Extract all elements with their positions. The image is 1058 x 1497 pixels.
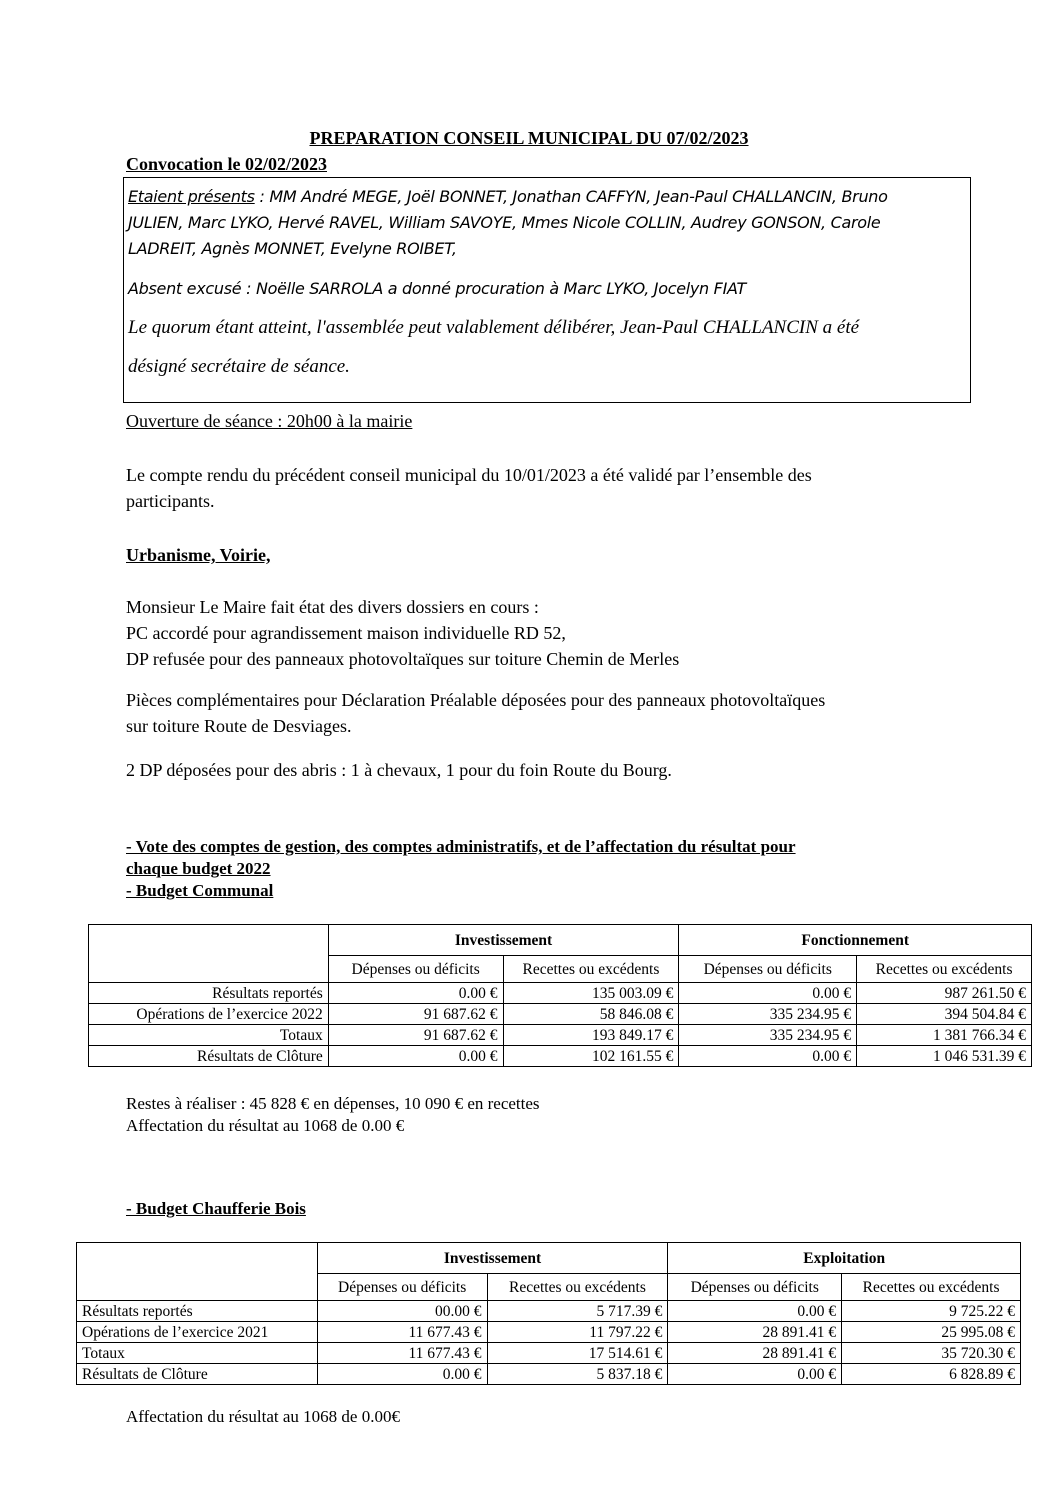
table-cell: 1 381 766.34 € bbox=[857, 1025, 1032, 1046]
table-cell: 28 891.41 € bbox=[668, 1322, 842, 1343]
table-cell: 1 046 531.39 € bbox=[857, 1046, 1032, 1067]
minutes-approval: Le compte rendu du précédent conseil municipal du 10/01/2023 a été validé par l’ensemble des participants. bbox=[126, 465, 812, 511]
table-corner bbox=[77, 1243, 318, 1301]
absent-line: Absent excusé : Noëlle SARROLA a donné procuration à Marc LYKO, Jocelyn FIAT bbox=[128, 279, 746, 298]
row-label: Résultats de Clôture bbox=[77, 1364, 318, 1385]
row-label: Totaux bbox=[77, 1343, 318, 1364]
table-cell: 0.00 € bbox=[668, 1301, 842, 1322]
row-label: Opérations de l’exercice 2022 bbox=[89, 1004, 329, 1025]
row-label: Opérations de l’exercice 2021 bbox=[77, 1322, 318, 1343]
present-line-3: LADREIT, Agnès MONNET, Evelyne ROIBET, bbox=[128, 239, 457, 258]
table-cell: 91 687.62 € bbox=[328, 1025, 503, 1046]
table-row bbox=[89, 1025, 1032, 1046]
urbanism-items-3: 2 DP déposées pour des abris : 1 à chevaux, 1 pour du foin Route du Bourg. bbox=[126, 760, 672, 780]
session-opening: Ouverture de séance : 20h00 à la mairie bbox=[126, 411, 413, 431]
column-header: Recettes ou excédents bbox=[503, 956, 679, 983]
group-header-investissement: Investissement bbox=[328, 925, 679, 956]
budget-chaufferie-note: Affectation du résultat au 1068 de 0.00€ bbox=[126, 1407, 400, 1426]
urbanism-heading: Urbanisme, Voirie, bbox=[126, 545, 271, 565]
table-row bbox=[77, 1301, 1021, 1322]
present-label: Etaient présents bbox=[128, 187, 255, 206]
present-line-1: Etaient présents : MM André MEGE, Joël BONNET, Jonathan CAFFYN, Jean-Paul CHALLANCIN, Bruno bbox=[128, 187, 888, 206]
table-row bbox=[77, 1322, 1021, 1343]
table-cell: 0.00 € bbox=[317, 1364, 487, 1385]
column-header: Recettes ou excédents bbox=[487, 1274, 668, 1301]
group-header-investissement: Investissement bbox=[317, 1243, 668, 1274]
quorum-line-1: Le quorum étant atteint, l'assemblée peut valablement délibérer, Jean-Paul CHALLANCIN a été bbox=[128, 317, 860, 338]
table-cell: 0.00 € bbox=[668, 1364, 842, 1385]
table-cell: 5 837.18 € bbox=[487, 1364, 668, 1385]
table-cell: 91 687.62 € bbox=[328, 1004, 503, 1025]
group-header-fonctionnement: Fonctionnement bbox=[679, 925, 1032, 956]
row-label: Résultats de Clôture bbox=[89, 1046, 329, 1067]
group-header-exploitation: Exploitation bbox=[668, 1243, 1021, 1274]
attendance-box bbox=[123, 177, 971, 403]
budget-chaufferie-heading: - Budget Chaufferie Bois bbox=[126, 1199, 306, 1218]
table-cell: 6 828.89 € bbox=[842, 1364, 1021, 1385]
table-cell: 11 797.22 € bbox=[487, 1322, 668, 1343]
table-cell: 0.00 € bbox=[679, 983, 857, 1004]
table-cell: 0.00 € bbox=[679, 1046, 857, 1067]
quorum-line-2: désigné secrétaire de séance. bbox=[128, 356, 350, 377]
table-row bbox=[77, 1364, 1021, 1385]
table-cell: 25 995.08 € bbox=[842, 1322, 1021, 1343]
table-cell: 11 677.43 € bbox=[317, 1322, 487, 1343]
page-title: PREPARATION CONSEIL MUNICIPAL DU 07/02/2023 bbox=[309, 128, 749, 148]
column-header: Recettes ou excédents bbox=[857, 956, 1032, 983]
row-label: Totaux bbox=[89, 1025, 329, 1046]
vote-heading: - Vote des comptes de gestion, des comptes administratifs, et de l’affectation du résultat pour chaque budget 2022 - Budget Communal bbox=[126, 837, 796, 900]
urbanism-items-2: Pièces complémentaires pour Déclaration Préalable déposées pour des panneaux photovoltaïques sur toiture Route de Desviages. bbox=[126, 690, 826, 736]
table-corner bbox=[89, 925, 329, 983]
table-cell: 335 234.95 € bbox=[679, 1004, 857, 1025]
table-cell: 58 846.08 € bbox=[503, 1004, 679, 1025]
table-row bbox=[89, 1004, 1032, 1025]
table-cell: 987 261.50 € bbox=[857, 983, 1032, 1004]
table-cell: 102 161.55 € bbox=[503, 1046, 679, 1067]
budget-communal-table bbox=[88, 924, 1032, 1067]
table-cell: 0.00 € bbox=[328, 983, 503, 1004]
table-cell: 394 504.84 € bbox=[857, 1004, 1032, 1025]
table-row bbox=[89, 983, 1032, 1004]
table-cell: 135 003.09 € bbox=[503, 983, 679, 1004]
table-cell: 35 720.30 € bbox=[842, 1343, 1021, 1364]
present-line-2: JULIEN, Marc LYKO, Hervé RAVEL, William SAVOYE, Mmes Nicole COLLIN, Audrey GONSON, Carole bbox=[128, 213, 881, 232]
table-cell: 5 717.39 € bbox=[487, 1301, 668, 1322]
table-row bbox=[77, 1343, 1021, 1364]
table-cell: 11 677.43 € bbox=[317, 1343, 487, 1364]
column-header: Dépenses ou déficits bbox=[679, 956, 857, 983]
column-header: Dépenses ou déficits bbox=[668, 1274, 842, 1301]
table-cell: 9 725.22 € bbox=[842, 1301, 1021, 1322]
table-row bbox=[89, 1046, 1032, 1067]
table-cell: 193 849.17 € bbox=[503, 1025, 679, 1046]
table-cell: 17 514.61 € bbox=[487, 1343, 668, 1364]
table-cell: 0.00 € bbox=[328, 1046, 503, 1067]
row-label: Résultats reportés bbox=[77, 1301, 318, 1322]
budget-chaufferie-table bbox=[76, 1242, 1021, 1385]
convocation-date: Convocation le 02/02/2023 bbox=[126, 154, 327, 174]
urbanism-items: Monsieur Le Maire fait état des divers dossiers en cours : PC accordé pour agrandissement maison individuelle RD 52, DP refusée pour des panneaux photovoltaïques sur toiture Chemin de Merles bbox=[126, 597, 680, 669]
row-label: Résultats reportés bbox=[89, 983, 329, 1004]
table-cell: 00.00 € bbox=[317, 1301, 487, 1322]
column-header: Recettes ou excédents bbox=[842, 1274, 1021, 1301]
budget-communal-notes: Restes à réaliser : 45 828 € en dépenses, 10 090 € en recettes Affectation du résultat au 1068 de 0.00 € bbox=[126, 1094, 540, 1135]
column-header: Dépenses ou déficits bbox=[317, 1274, 487, 1301]
column-header: Dépenses ou déficits bbox=[328, 956, 503, 983]
table-cell: 335 234.95 € bbox=[679, 1025, 857, 1046]
budget-communal-heading: - Budget Communal bbox=[126, 881, 274, 900]
table-cell: 28 891.41 € bbox=[668, 1343, 842, 1364]
